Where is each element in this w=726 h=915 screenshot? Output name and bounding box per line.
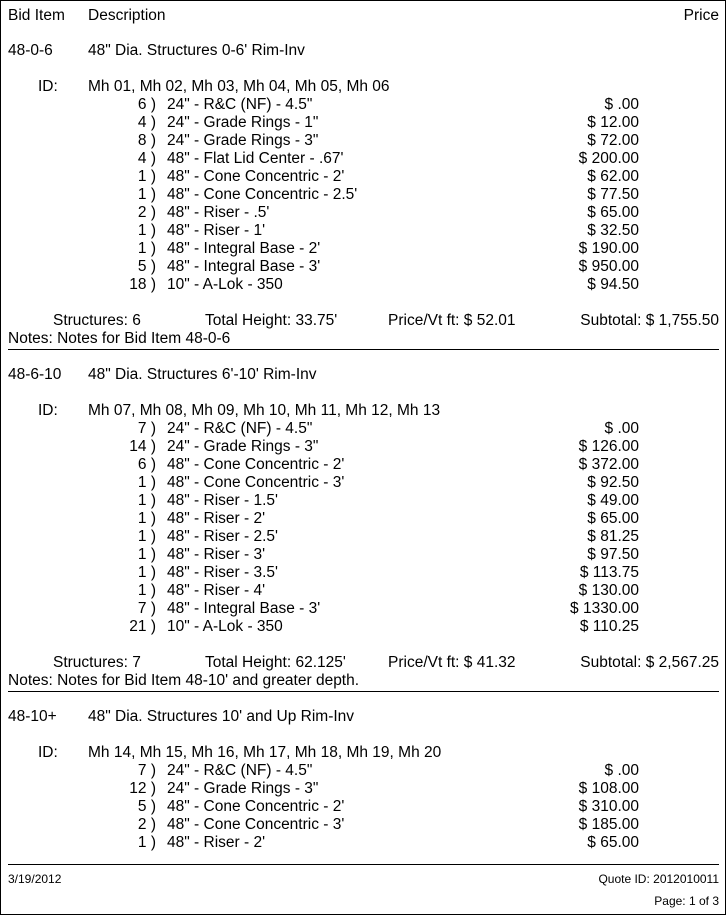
- line-item-description: 48" - Cone Concentric - 2.5': [167, 186, 358, 203]
- price-header: Price: [683, 7, 719, 24]
- line-item-price: $ 108.00: [578, 780, 639, 797]
- line-item-description: 24" - Grade Rings - 3": [167, 780, 319, 797]
- line-item-qty: 1 ): [137, 222, 156, 239]
- line-item-description: 24" - R&C (NF) - 4.5": [167, 420, 313, 437]
- line-item-description: 48" - Cone Concentric - 2': [167, 798, 345, 815]
- line-item-qty: 7 ): [137, 762, 156, 779]
- line-item-qty: 6 ): [137, 96, 156, 113]
- line-item-description: 24" - Grade Rings - 1": [167, 114, 319, 131]
- structures-count: Structures: 7: [53, 654, 141, 671]
- manhole-ids: Mh 14, Mh 15, Mh 16, Mh 17, Mh 18, Mh 19, Mh 20: [88, 744, 442, 761]
- line-item-qty: 5 ): [137, 798, 156, 815]
- line-item-price: $ 110.25: [579, 618, 639, 635]
- line-item-description: 24" - R&C (NF) - 4.5": [167, 762, 313, 779]
- page-number: Page: 1 of 3: [654, 894, 719, 908]
- footer-divider: [8, 864, 719, 865]
- line-item-qty: 1 ): [137, 168, 156, 185]
- line-item-price: $ 62.00: [587, 168, 639, 185]
- line-item-price: $ .00: [604, 420, 639, 437]
- line-item-description: 48" - Riser - 3': [167, 546, 266, 563]
- line-item-qty: 1 ): [137, 582, 156, 599]
- line-item-description: 48" - Cone Concentric - 3': [167, 474, 345, 491]
- line-item-description: 10" - A-Lok - 350: [167, 276, 283, 293]
- line-item-description: 48" - Cone Concentric - 2': [167, 168, 345, 185]
- line-item-price: $ 81.25: [587, 528, 639, 545]
- bid-item-title: 48" Dia. Structures 0-6' Rim-Inv: [88, 42, 305, 59]
- quote-id: Quote ID: 2012010011: [598, 872, 719, 886]
- line-item-price: $ 92.50: [587, 474, 639, 491]
- line-item-description: 24" - Grade Rings - 3": [167, 132, 319, 149]
- line-item-price: $ 65.00: [587, 834, 639, 851]
- line-item-price: $ 97.50: [587, 546, 639, 563]
- section-notes: Notes: Notes for Bid Item 48-0-6: [8, 330, 231, 347]
- line-item-qty: 1 ): [137, 186, 156, 203]
- line-item-description: 48" - Riser - 2.5': [167, 528, 278, 545]
- line-item-price: $ 12.00: [587, 114, 639, 131]
- line-item-description: 10" - A-Lok - 350: [167, 618, 283, 635]
- line-item-description: 48" - Cone Concentric - 3': [167, 816, 345, 833]
- line-item-description: 48" - Integral Base - 3': [167, 600, 321, 617]
- section-notes: Notes: Notes for Bid Item 48-10' and greater depth.: [8, 672, 360, 689]
- line-item-description: 48" - Integral Base - 2': [167, 240, 321, 257]
- line-item-price: $ 310.00: [578, 798, 639, 815]
- id-label: ID:: [38, 78, 58, 95]
- bid-item-code: 48-0-6: [8, 42, 53, 59]
- line-item-description: 48" - Riser - 1': [167, 222, 266, 239]
- manhole-ids: Mh 07, Mh 08, Mh 09, Mh 10, Mh 11, Mh 12, Mh 13: [88, 402, 441, 419]
- bid-item-title: 48" Dia. Structures 10' and Up Rim-Inv: [88, 708, 355, 725]
- line-item-price: $ 190.00: [578, 240, 639, 257]
- line-item-price: $ 130.00: [578, 582, 639, 599]
- line-item-price: $ 65.00: [587, 510, 639, 527]
- line-item-price: $ .00: [604, 96, 639, 113]
- price-per-vertical-foot: Price/Vt ft: $ 41.32: [388, 654, 516, 671]
- line-item-price: $ 185.00: [578, 816, 639, 833]
- line-item-qty: 1 ): [137, 834, 156, 851]
- line-item-qty: 1 ): [137, 474, 156, 491]
- line-item-qty: 4 ): [137, 150, 156, 167]
- line-item-price: $ 49.00: [587, 492, 639, 509]
- line-item-qty: 12 ): [129, 780, 156, 797]
- id-label: ID:: [38, 744, 58, 761]
- line-item-qty: 21 ): [129, 618, 156, 635]
- section-divider: [8, 691, 719, 692]
- line-item-qty: 18 ): [129, 276, 156, 293]
- bid-item-header: Bid Item: [8, 7, 65, 24]
- line-item-price: $ 372.00: [578, 456, 639, 473]
- line-item-price: $ 94.50: [587, 276, 639, 293]
- line-item-description: 24" - Grade Rings - 3": [167, 438, 319, 455]
- line-item-price: $ 77.50: [587, 186, 639, 203]
- line-item-qty: 1 ): [137, 546, 156, 563]
- line-item-qty: 6 ): [137, 456, 156, 473]
- line-item-qty: 1 ): [137, 564, 156, 581]
- line-item-description: 48" - Riser - 2': [167, 510, 266, 527]
- total-height: Total Height: 33.75': [205, 312, 338, 329]
- line-item-qty: 2 ): [137, 816, 156, 833]
- line-item-price: $ 65.00: [587, 204, 639, 221]
- bid-item-code: 48-6-10: [8, 366, 62, 383]
- line-item-qty: 4 ): [137, 114, 156, 131]
- manhole-ids: Mh 01, Mh 02, Mh 03, Mh 04, Mh 05, Mh 06: [88, 78, 390, 95]
- line-item-qty: 7 ): [137, 600, 156, 617]
- description-header: Description: [88, 7, 166, 24]
- section-subtotal: Subtotal: $ 1,755.50: [580, 312, 719, 329]
- line-item-description: 48" - Riser - 4': [167, 582, 266, 599]
- line-item-description: 48" - Riser - 2': [167, 834, 266, 851]
- line-item-price: $ 126.00: [578, 438, 639, 455]
- line-item-qty: 7 ): [137, 420, 156, 437]
- line-item-qty: 5 ): [137, 258, 156, 275]
- line-item-description: 48" - Riser - 1.5': [167, 492, 278, 509]
- line-item-price: $ 1330.00: [570, 600, 639, 617]
- bid-item-title: 48" Dia. Structures 6'-10' Rim-Inv: [88, 366, 317, 383]
- bid-item-code: 48-10+: [8, 708, 57, 725]
- line-item-price: $ 113.75: [579, 564, 639, 581]
- line-item-qty: 2 ): [137, 204, 156, 221]
- line-item-description: 48" - Riser - .5': [167, 204, 270, 221]
- line-item-qty: 14 ): [129, 438, 156, 455]
- line-item-qty: 1 ): [137, 240, 156, 257]
- total-height: Total Height: 62.125': [205, 654, 346, 671]
- line-item-price: $ 32.50: [587, 222, 639, 239]
- section-subtotal: Subtotal: $ 2,567.25: [580, 654, 719, 671]
- id-label: ID:: [38, 402, 58, 419]
- line-item-price: $ 950.00: [578, 258, 639, 275]
- section-divider: [8, 349, 719, 350]
- line-item-qty: 1 ): [137, 528, 156, 545]
- line-item-price: $ .00: [604, 762, 639, 779]
- line-item-qty: 1 ): [137, 492, 156, 509]
- line-item-qty: 1 ): [137, 510, 156, 527]
- price-per-vertical-foot: Price/Vt ft: $ 52.01: [388, 312, 516, 329]
- report-date: 3/19/2012: [8, 872, 62, 886]
- line-item-description: 24" - R&C (NF) - 4.5": [167, 96, 313, 113]
- line-item-qty: 8 ): [137, 132, 156, 149]
- structures-count: Structures: 6: [53, 312, 141, 329]
- line-item-price: $ 72.00: [587, 132, 639, 149]
- line-item-description: 48" - Cone Concentric - 2': [167, 456, 345, 473]
- line-item-price: $ 200.00: [578, 150, 639, 167]
- line-item-description: 48" - Riser - 3.5': [167, 564, 278, 581]
- line-item-description: 48" - Integral Base - 3': [167, 258, 321, 275]
- line-item-description: 48" - Flat Lid Center - .67': [167, 150, 344, 167]
